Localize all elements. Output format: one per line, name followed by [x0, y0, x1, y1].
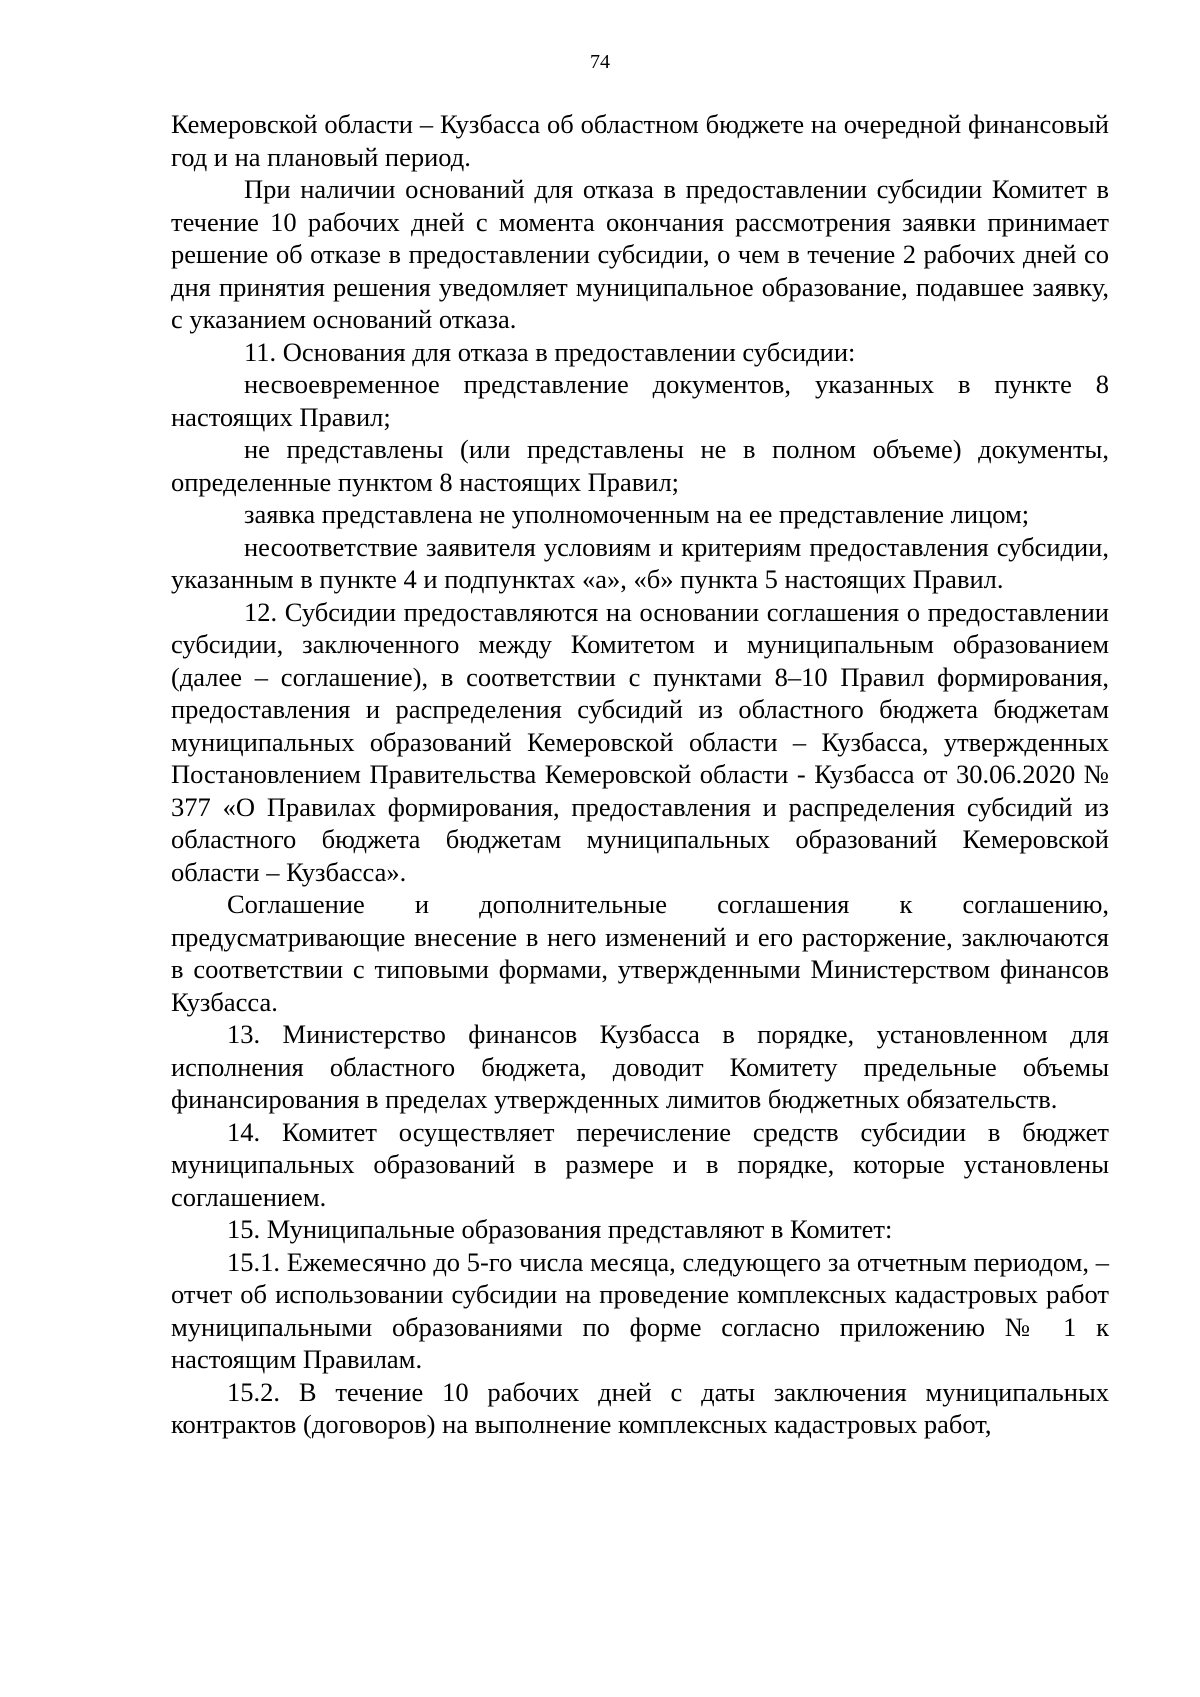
paragraph-refusal-notice: При наличии оснований для отказа в предоставлении субсидии Комитет в течение 10 рабочих дней с момента окончания рассмотрения заявки принимает решение об отказе в предоставлении субсидии, о чем в течение 2 рабочих дней со дня принятия решения уведомляет муниципальное образование, подавшее заявку, с указанием оснований отказа. [171, 174, 1109, 334]
paragraph-continuation: Кемеровской области – Кузбасса об областном бюджете на очередной финансовый год и на плановый период. [171, 109, 1109, 172]
paragraph-12: 12. Субсидии предоставляются на основании соглашения о предоставлении субсидии, заключенного между Комитетом и муниципальным образованием (далее – соглашение), в соответствии с пунктами 8–10 Правил формирования, предоставления и распределения субсидий из областного бюджета бюджетам муниципальных образований Кемеровской области – Кузбасса, утвержденных Постановлением Правительства Кемеровской области - Кузбасса от 30.06.2020 № 377 «О Правилах формирования, предоставления и распределения субсидий из областного бюджета бюджетам муниципальных образований Кемеровской области – Кузбасса». [171, 596, 1109, 887]
paragraph-agreement: Соглашение и дополнительные соглашения к соглашению, предусматривающие внесение в него изменений и его расторжение, заключаются в соответствии с типовыми формами, утвержденными Министерством финансов Кузбасса. [171, 889, 1109, 1017]
paragraph-15-1: 15.1. Ежемесячно до 5-го числа месяца, следующего за отчетным периодом, – отчет об использовании субсидии на проведение комплексных кадастровых работ муниципальными образованиями по форме согласно приложению № 1 к настоящим Правилам. [171, 1246, 1109, 1374]
page-number: 74 [590, 51, 610, 73]
paragraph-14: 14. Комитет осуществляет перечисление средств субсидии в бюджет муниципальных образований в размере и в порядке, которые установлены соглашением. [171, 1116, 1109, 1212]
paragraph-11-item-2: не представлены (или представлены не в полном объеме) документы, определенные пунктом 8 настоящих Правил; [171, 434, 1109, 497]
paragraph-11-heading: 11. Основания для отказа в предоставлении субсидии: [244, 336, 856, 367]
document-body [171, 108, 1109, 1441]
paragraph-15: 15. Муниципальные образования представляют в Комитет: [227, 1214, 893, 1244]
paragraph-11-item-3: заявка представлена не уполномоченным на ее представление лицом; [244, 499, 1030, 529]
paragraph-13: 13. Министерство финансов Кузбасса в порядке, установленном для исполнения областного бюджета, доводит Комитету предельные объемы финансирования в пределах утвержденных лимитов бюджетных обязательств. [171, 1019, 1109, 1114]
paragraph-11-item-1: несвоевременное представление документов, указанных в пункте 8 настоящих Правил; [171, 369, 1109, 432]
paragraph-15-2: 15.2. В течение 10 рабочих дней с даты заключения муниципальных контрактов (договоров) на выполнение комплексных кадастровых работ, [171, 1376, 1109, 1439]
paragraph-11-item-4: несоответствие заявителя условиям и критериям предоставления субсидии, указанным в пункте 4 и подпунктах «а», «б» пункта 5 настоящих Правил. [171, 531, 1109, 594]
